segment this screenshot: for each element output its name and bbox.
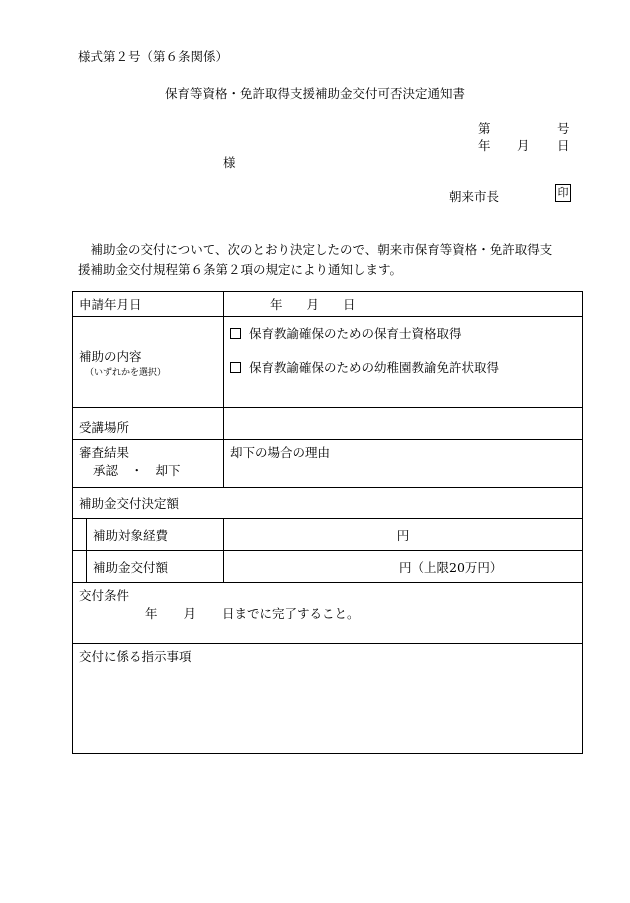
application-date-day: 日 <box>343 297 356 312</box>
conditions-label: 交付条件 <box>79 588 130 603</box>
option-1-label: 保育教諭確保のための保育士資格取得 <box>249 326 462 341</box>
review-result-cell <box>73 440 224 488</box>
conditions-text <box>79 604 576 622</box>
grant-unit: 円（上限20万円） <box>399 559 503 575</box>
conditions-month: 月 <box>183 606 197 621</box>
review-result-label: 審査結果 <box>79 445 130 460</box>
conditions-cell <box>73 583 583 644</box>
grant-label: 補助金交付額 <box>87 551 224 583</box>
eligible-cost-unit: 円 <box>396 527 410 543</box>
assistance-content-label-cell <box>73 317 224 408</box>
row-grant <box>73 551 583 583</box>
instructions-label: 交付に係る指示事項 <box>79 649 192 664</box>
checkbox-option-2[interactable] <box>230 362 241 373</box>
conditions-deadline-text: 日までに完了すること。 <box>222 606 360 621</box>
checkbox-option-1[interactable] <box>230 328 241 339</box>
rejection-reason-label: 却下の場合の理由 <box>230 445 331 460</box>
application-date-value <box>224 292 583 317</box>
addressee-suffix: 様 <box>223 155 236 170</box>
issuer-name: 朝来市長 <box>449 189 500 204</box>
eligible-cost-label: 補助対象経費 <box>87 519 224 551</box>
seal-mark: 印 <box>555 184 571 202</box>
row-review-result <box>73 440 583 488</box>
conditions-year: 年 <box>145 606 158 621</box>
row-instructions <box>73 644 583 754</box>
eligible-cost-value <box>224 519 583 551</box>
assistance-content-label: 補助の内容 <box>79 348 142 364</box>
notice-form-table <box>72 291 583 754</box>
notice-body-line-2: 援補助金交付規程第６条第２項の規定により通知します。 <box>78 262 403 277</box>
form-number-label: 様式第２号（第６条関係） <box>78 49 229 64</box>
indent-spacer <box>73 519 87 551</box>
row-grant-amount-header <box>73 488 583 519</box>
notice-number-suffix: 号 <box>557 121 570 136</box>
assistance-content-note: （いずれかを選択） <box>85 367 167 378</box>
option-kindergarten-license <box>230 359 576 377</box>
notice-date-month: 月 <box>517 138 530 153</box>
grant-value <box>224 551 583 583</box>
notice-date-day: 日 <box>557 138 570 153</box>
row-conditions <box>73 583 583 644</box>
venue-value <box>224 408 583 440</box>
option-2-label: 保育教諭確保のための幼稚園教諭免許状取得 <box>249 360 500 375</box>
row-eligible-cost <box>73 519 583 551</box>
notice-body-line-1: 補助金の交付について、次のとおり決定したので、朝来市保育等資格・免許取得支 <box>90 242 553 257</box>
notice-date-year: 年 <box>478 138 491 153</box>
assistance-content-options <box>224 317 583 408</box>
row-assistance-content <box>73 317 583 408</box>
grant-amount-label: 補助金交付決定額 <box>73 488 583 519</box>
row-application-date <box>73 292 583 317</box>
option-childcare-license <box>230 325 576 343</box>
notice-number-prefix: 第 <box>478 121 491 136</box>
notice-body <box>78 240 598 280</box>
application-date-label: 申請年月日 <box>73 292 224 317</box>
application-date-year: 年 <box>270 297 283 312</box>
rejection-reason-cell <box>224 440 583 488</box>
document-title: 保育等資格・免許取得支援補助金交付可否決定通知書 <box>164 86 465 101</box>
venue-label: 受講場所 <box>73 408 224 440</box>
review-result-options: 承認 ・ 却下 <box>93 463 181 478</box>
instructions-cell <box>73 644 583 754</box>
row-venue <box>73 408 583 440</box>
application-date-month: 月 <box>306 297 320 312</box>
indent-spacer <box>73 551 87 583</box>
